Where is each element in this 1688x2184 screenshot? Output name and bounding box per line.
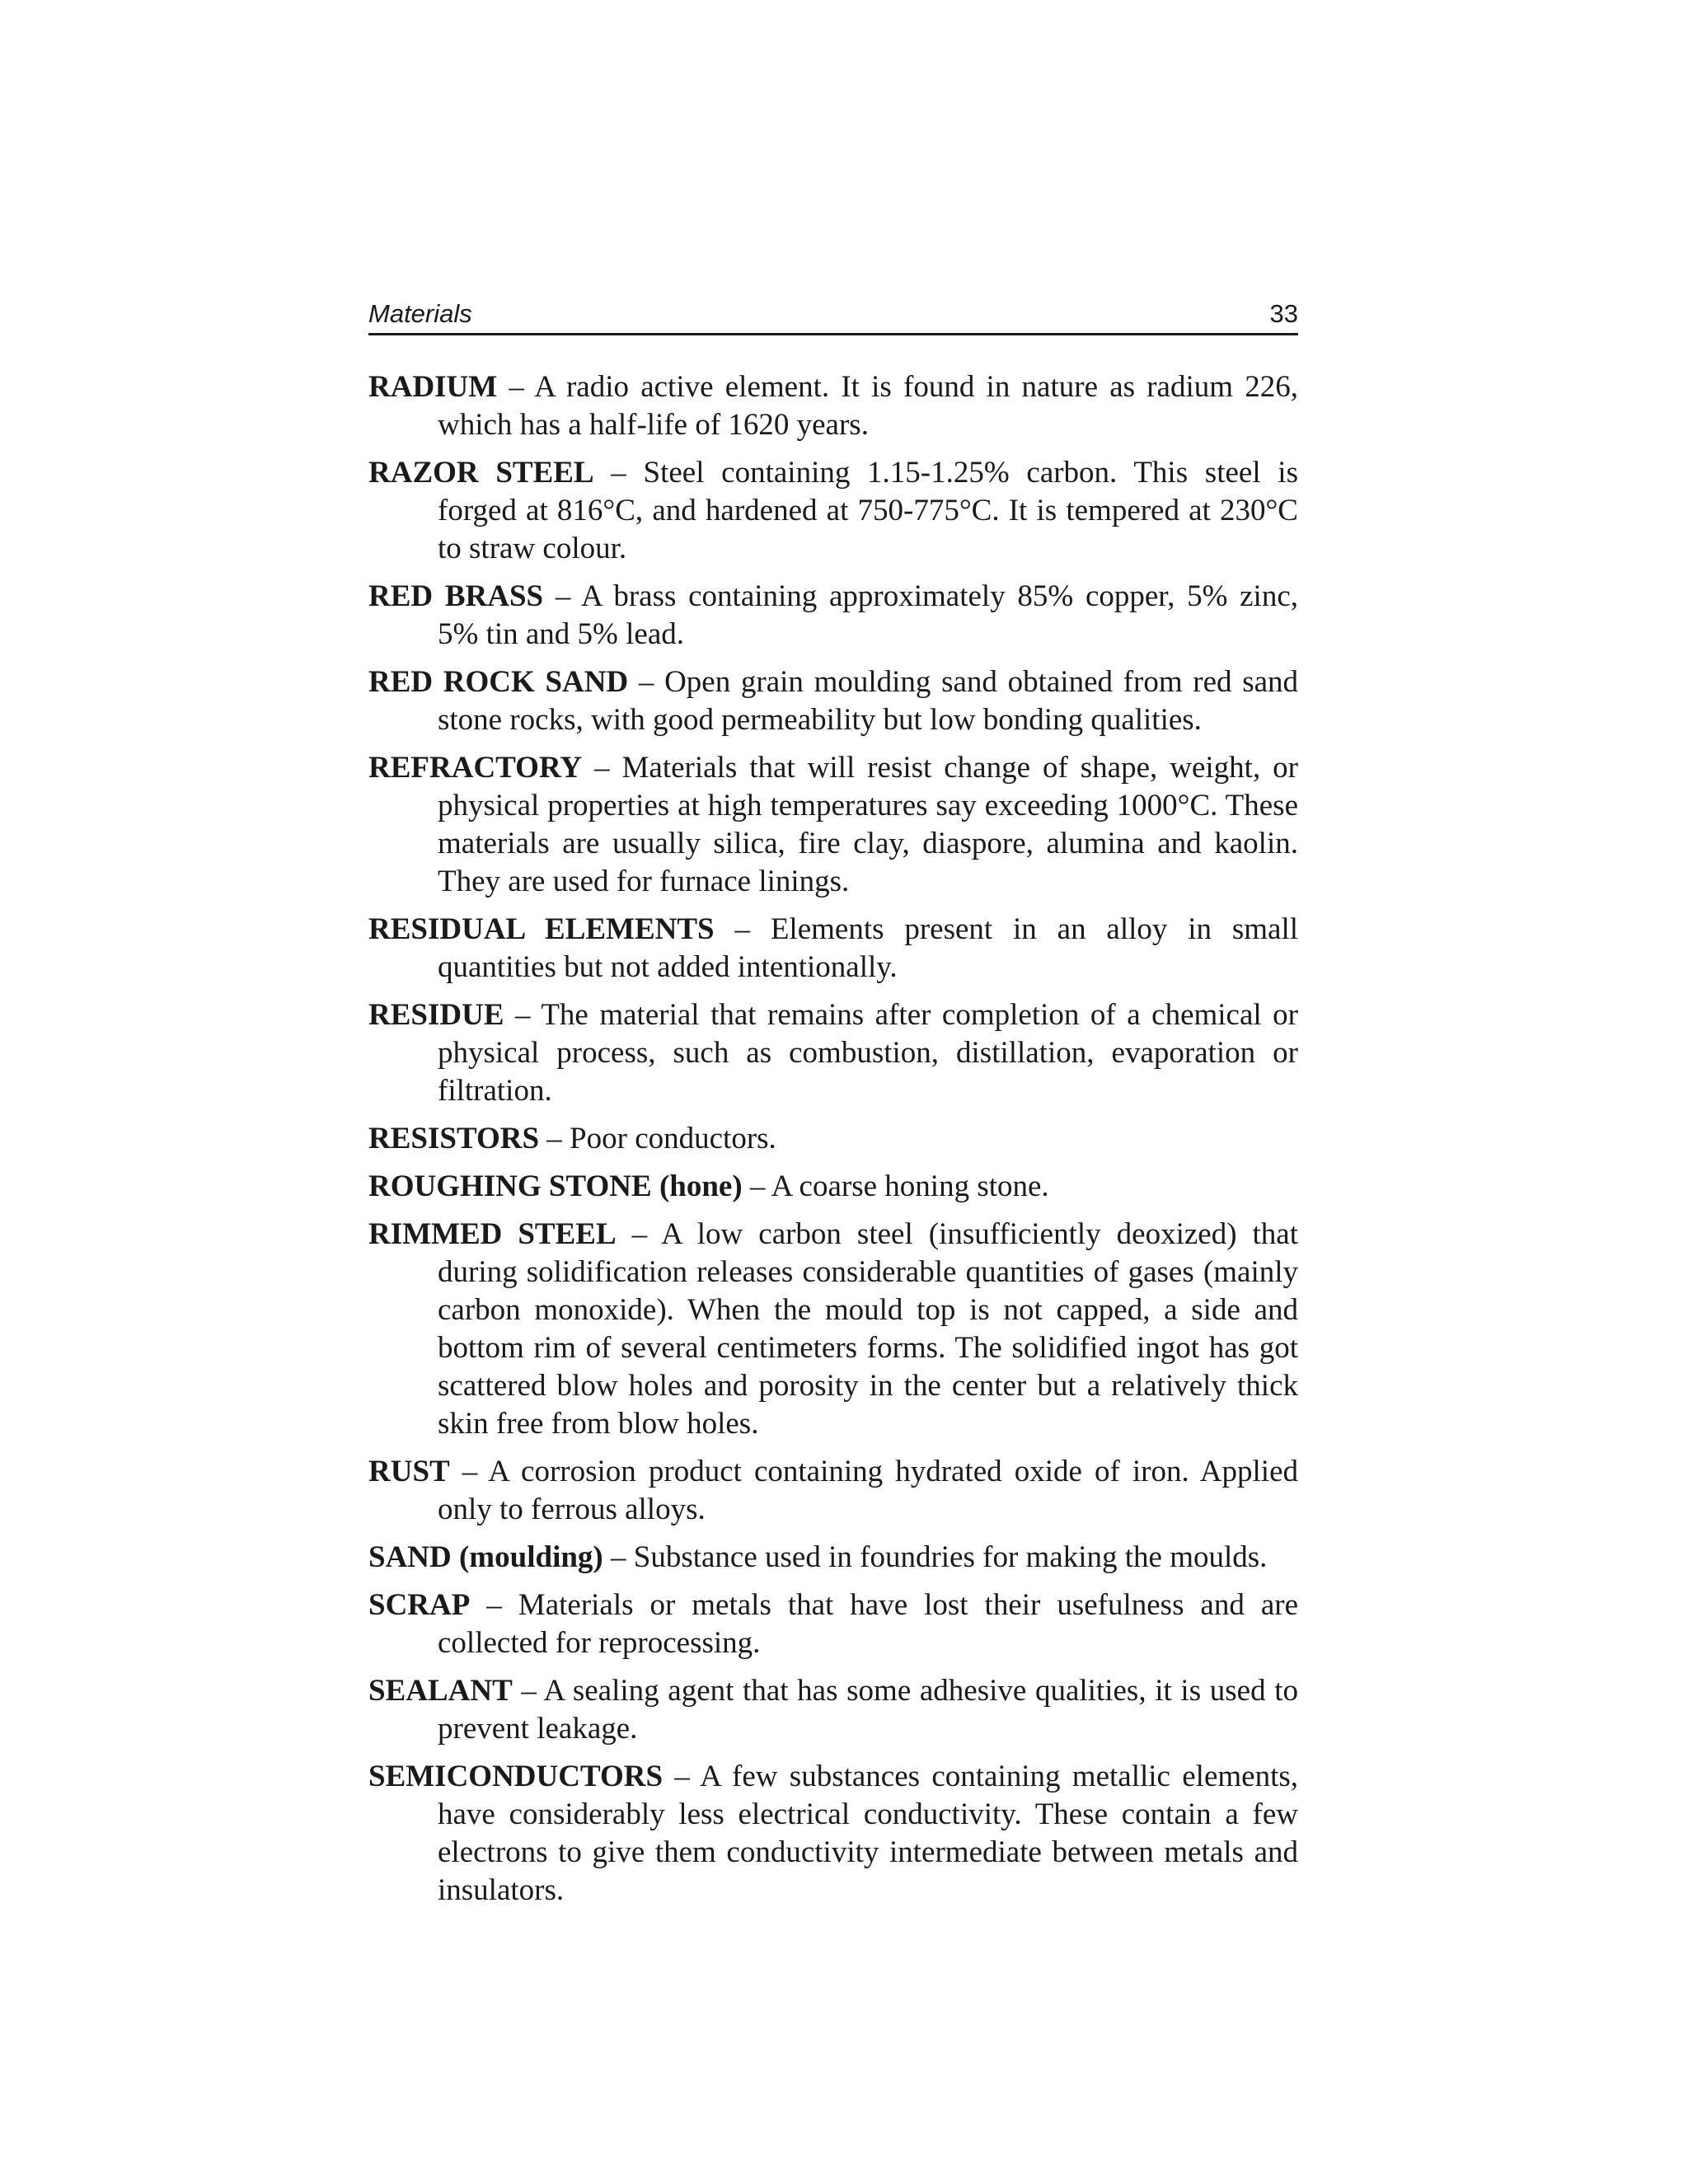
entry-term: ROUGHING STONE (hone) bbox=[368, 1169, 743, 1203]
glossary-entry-residual-elements bbox=[368, 911, 1298, 987]
glossary-entry-resistors bbox=[368, 1120, 1298, 1158]
glossary-entry-radium bbox=[368, 368, 1298, 444]
entry-definition: – A brass containing approximately 85% copper, 5% zinc, 5% tin and 5% lead. bbox=[438, 579, 1298, 651]
entry-definition: – A coarse honing stone. bbox=[742, 1169, 1049, 1203]
glossary-entry-semiconductors bbox=[368, 1758, 1298, 1910]
page-number: 33 bbox=[1269, 299, 1298, 328]
glossary-list bbox=[368, 368, 1298, 1910]
entry-definition: – Substance used in foundries for making the moulds. bbox=[603, 1540, 1268, 1574]
entry-term: SAND (moulding) bbox=[368, 1540, 603, 1574]
entry-definition: – Poor conductors. bbox=[539, 1122, 776, 1155]
entry-definition: – Materials that will resist change of shape, weight, or physical properties at high temperatures say exceeding 1000°C. These materials are usually silica, fire clay, diaspore, alumina and kaolin. They are used for furnace linings. bbox=[438, 751, 1298, 898]
entry-term: RAZOR STEEL bbox=[368, 456, 594, 490]
entry-definition: – A corrosion product containing hydrated oxide of iron. Applied only to ferrous alloys. bbox=[438, 1455, 1298, 1526]
glossary-entry-roughing-stone bbox=[368, 1168, 1298, 1206]
entry-term: SEMICONDUCTORS bbox=[368, 1760, 663, 1793]
glossary-entry-red-rock-sand bbox=[368, 663, 1298, 739]
glossary-entry-refractory bbox=[368, 749, 1298, 901]
entry-term: RADIUM bbox=[368, 370, 498, 404]
entry-definition: – A sealing agent that has some adhesive qualities, it is used to prevent leakage. bbox=[438, 1674, 1298, 1746]
entry-definition: – Elements present in an alloy in small quantities but not added intentionally. bbox=[438, 912, 1299, 984]
entry-term: RUST bbox=[368, 1455, 450, 1488]
running-header bbox=[368, 290, 1298, 335]
glossary-entry-scrap bbox=[368, 1586, 1298, 1662]
glossary-entry-rimmed-steel bbox=[368, 1216, 1298, 1443]
entry-term: SEALANT bbox=[368, 1674, 513, 1708]
entry-definition: – A few substances containing metallic elements, have considerably less electrical conductivity. These contain a few electrons to give them conductivity intermediate between metals and insulators. bbox=[438, 1760, 1298, 1907]
section-title: Materials bbox=[368, 299, 472, 328]
entry-definition: – Materials or metals that have lost their usefulness and are collected for reprocessing. bbox=[438, 1588, 1298, 1660]
glossary-entry-residue bbox=[368, 996, 1298, 1110]
glossary-entry-razor-steel bbox=[368, 454, 1298, 568]
entry-term: RESISTORS bbox=[368, 1122, 540, 1155]
entry-definition: – The material that remains after completion of a chemical or physical process, such as combustion, distillation, evaporation or filtration. bbox=[438, 998, 1298, 1108]
glossary-entry-red-brass bbox=[368, 578, 1298, 654]
entry-definition: – Open grain moulding sand obtained from red sand stone rocks, with good permeability but low bonding qualities. bbox=[438, 665, 1299, 737]
entry-term: RESIDUAL ELEMENTS bbox=[368, 912, 715, 946]
entry-term: RESIDUE bbox=[368, 998, 504, 1032]
entry-term: RED ROCK SAND bbox=[368, 665, 629, 699]
glossary-entry-rust bbox=[368, 1453, 1298, 1529]
entry-definition: – A low carbon steel (insufficiently deoxized) that during solidification releases considerable quantities of gases (mainly carbon monoxide). When the mould top is not capped, a side and bottom rim of several centimeters forms. The solidified ingot has got scattered blow holes and porosity in the center but a relatively thick skin free from blow holes. bbox=[438, 1217, 1298, 1441]
entry-definition: – Steel containing 1.15-1.25% carbon. This steel is forged at 816°C, and hardened at 750-775°C. It is tempered at 230°C to straw colour. bbox=[438, 456, 1298, 565]
entry-term: SCRAP bbox=[368, 1588, 471, 1622]
glossary-entry-sealant bbox=[368, 1672, 1298, 1748]
glossary-entry-sand bbox=[368, 1539, 1298, 1577]
entry-term: RIMMED STEEL bbox=[368, 1217, 617, 1251]
entry-term: RED BRASS bbox=[368, 579, 544, 613]
book-page bbox=[368, 290, 1298, 1919]
entry-definition: – A radio active element. It is found in nature as radium 226, which has a half-life of 1620 years. bbox=[438, 370, 1298, 442]
entry-term: REFRACTORY bbox=[368, 751, 583, 785]
